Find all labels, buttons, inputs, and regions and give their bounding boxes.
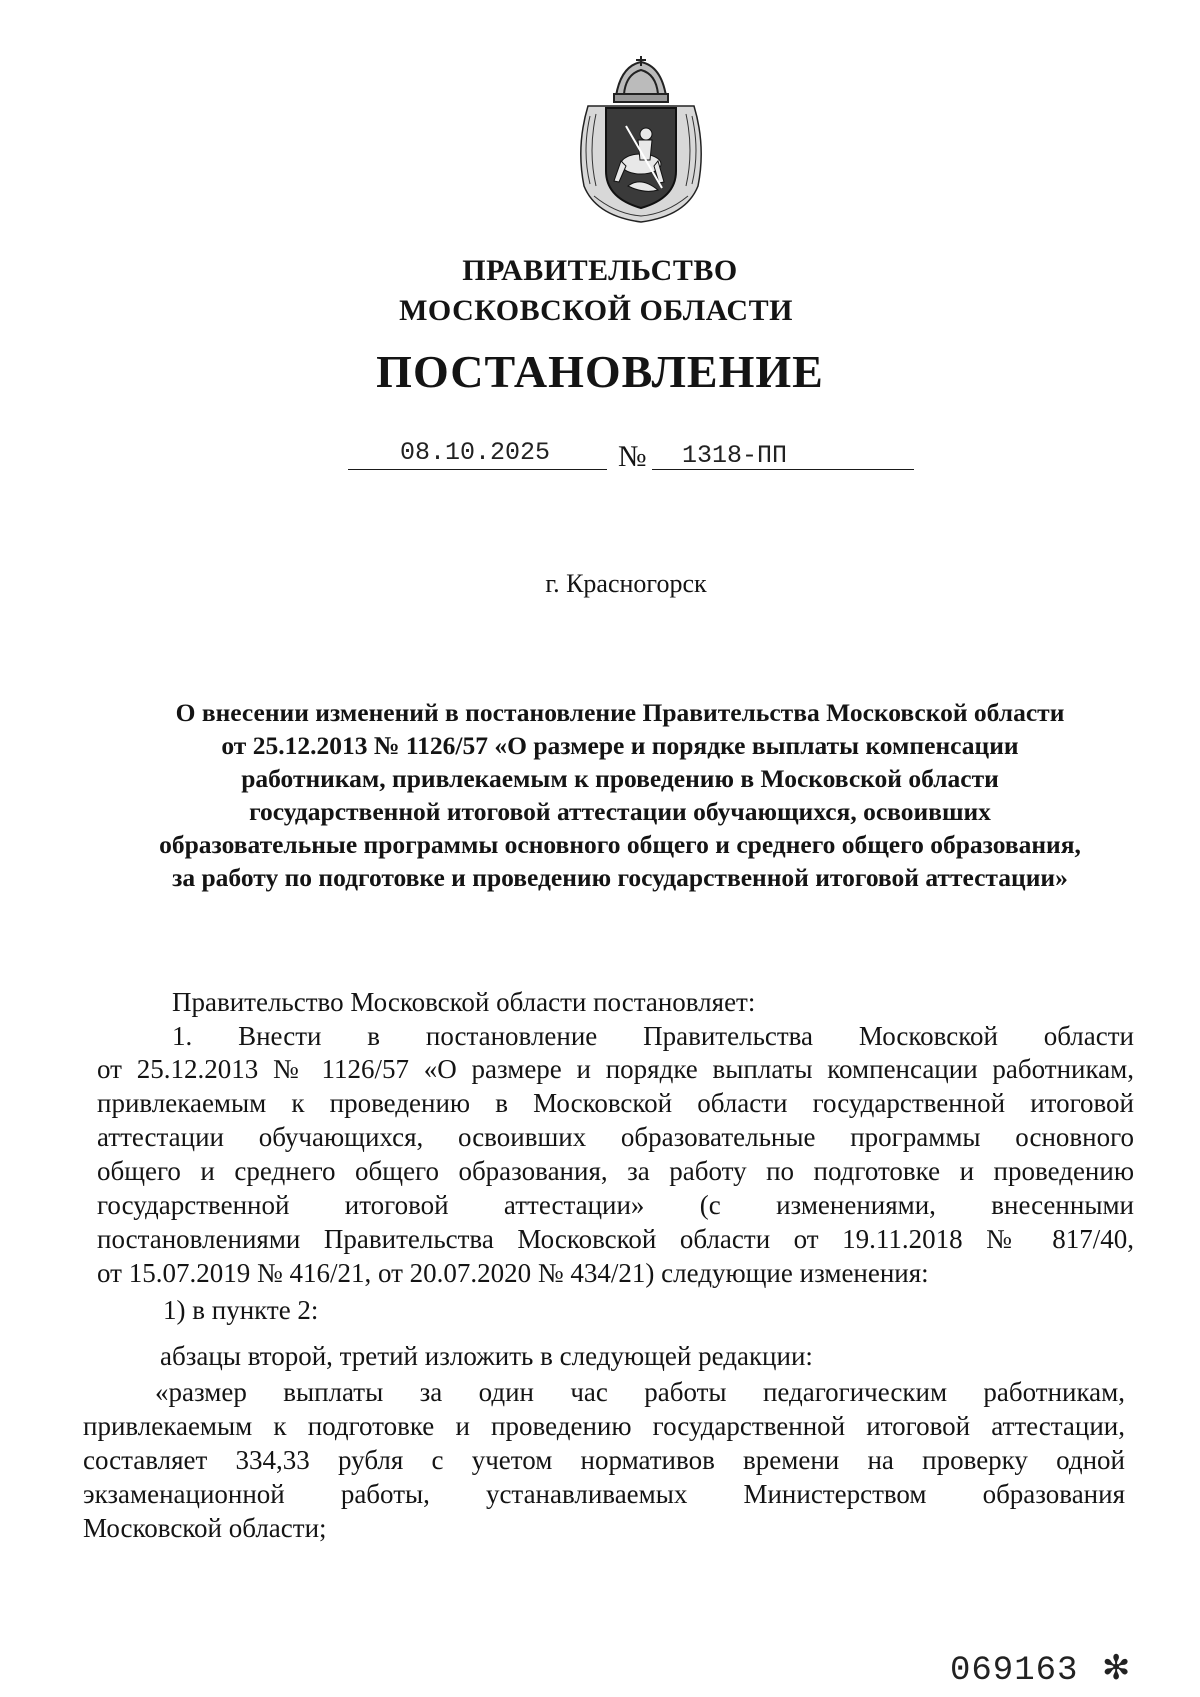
number-sign: № — [618, 440, 647, 473]
serial-number: 069163 — [950, 1652, 1079, 1690]
org-name-line1: ПРАВИТЕЛЬСТВО — [462, 254, 738, 287]
org-name-line2: МОСКОВСКОЙ ОБЛАСТИ — [399, 294, 793, 327]
form-serial-number — [950, 1648, 1131, 1690]
crown-icon — [614, 56, 668, 102]
body-line: привлекаемым к подготовке и проведению государственной итоговой аттестации, — [83, 1411, 1125, 1441]
body-line: государственной итоговой аттестации» (с изменениями, внесенными — [97, 1190, 1134, 1220]
document-title — [108, 696, 1132, 894]
title-line: работникам, привлекаемым к проведению в Московской области — [241, 764, 999, 793]
date-underline — [348, 468, 607, 470]
document-number: 1318-ПП — [682, 441, 788, 470]
body-line: экзаменационной работы, устанавливаемых Министерством образования — [83, 1479, 1125, 1509]
body-line: составляет 334,33 рубля с учетом нормативов времени на проверку одной — [83, 1445, 1125, 1475]
document-type: ПОСТАНОВЛЕНИЕ — [376, 346, 824, 397]
body-line: «размер выплаты за один час работы педагогическим работникам, — [155, 1377, 1125, 1407]
document-date: 08.10.2025 — [400, 438, 551, 467]
body-line: привлекаемым к проведению в Московской области государственной итоговой — [97, 1088, 1134, 1118]
title-line: образовательные программы основного общего и среднего общего образования, — [159, 830, 1081, 859]
body-line: общего и среднего общего образования, за работу по подготовке и проведению — [97, 1156, 1134, 1186]
body-line: постановлениями Правительства Московской области от 19.11.2018 № 817/40, — [97, 1224, 1134, 1254]
body-line: Правительство Московской области постановляет: — [172, 987, 756, 1017]
title-line: О внесении изменений в постановление Правительства Московской области — [175, 698, 1065, 727]
title-line: государственной итоговой аттестации обучающихся, освоивших — [249, 797, 991, 826]
asterisk-mark: ✻ — [1101, 1648, 1132, 1688]
title-line: от 25.12.2013 № 1126/57 «О размере и порядке выплаты компенсации — [221, 731, 1019, 760]
body-line: от 15.07.2019 № 416/21, от 20.07.2020 № 434/21) следующие изменения: — [97, 1258, 929, 1288]
body-line: 1. Внести в постановление Правительства Московской области — [172, 1021, 1134, 1051]
body-line: 1) в пункте 2: — [163, 1295, 319, 1325]
coat-of-arms-emblem — [566, 56, 716, 224]
body-line: от 25.12.2013 № 1126/57 «О размере и порядке выплаты компенсации работникам, — [97, 1054, 1134, 1084]
body-line: аттестации обучающихся, освоивших образовательные программы основного — [97, 1122, 1134, 1152]
body-line: Московской области; — [83, 1513, 327, 1543]
body-line: абзацы второй, третий изложить в следующей редакции: — [160, 1341, 813, 1371]
title-line: за работу по подготовке и проведению государственной итоговой аттестации» — [172, 863, 1068, 892]
city: г. Красногорск — [545, 569, 707, 598]
